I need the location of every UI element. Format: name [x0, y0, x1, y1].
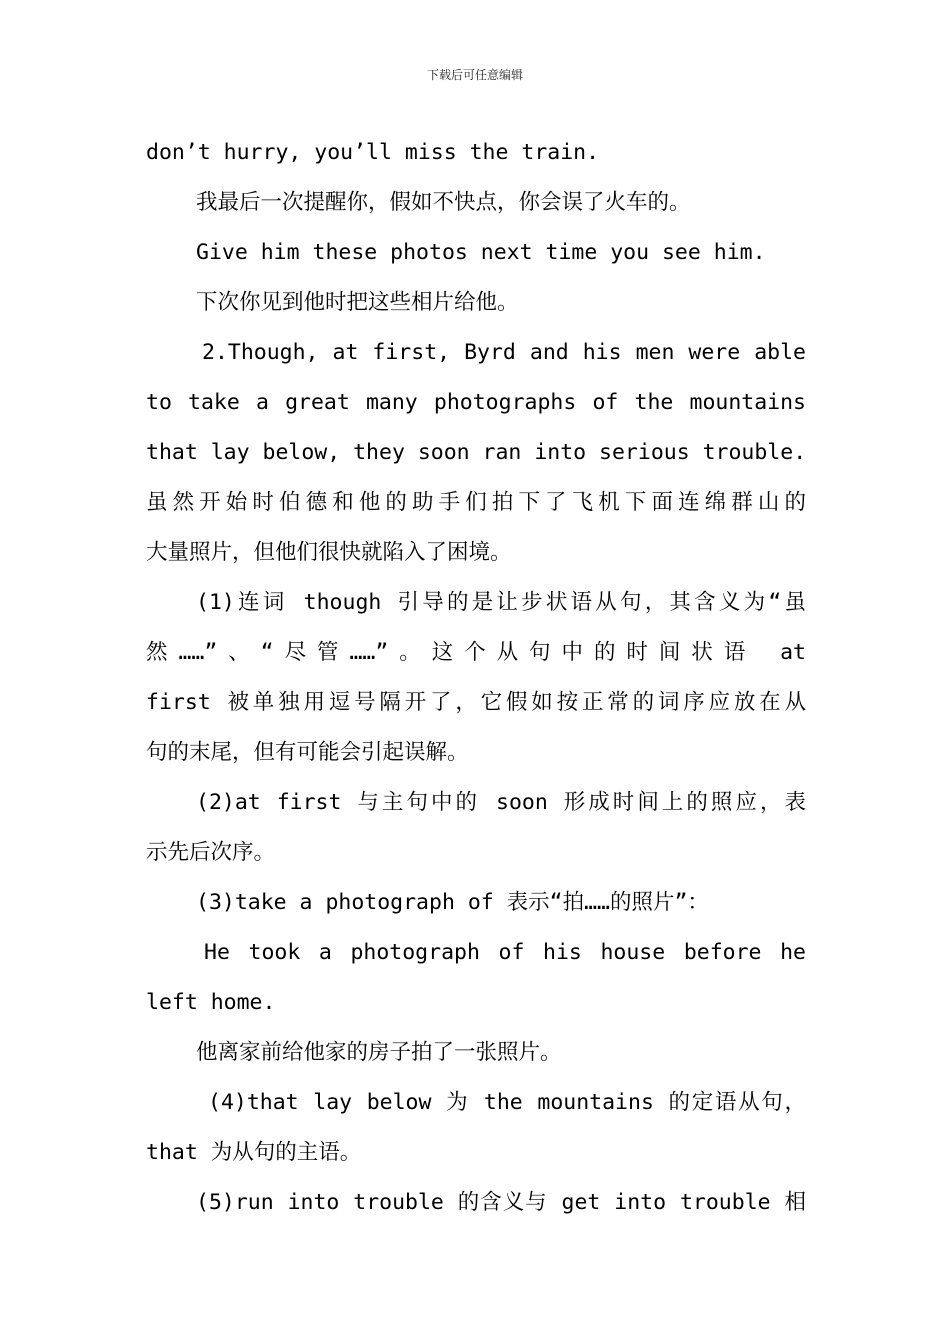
text-line: to take a great many photographs of the mountains — [146, 390, 806, 415]
text-line: 大量照片，但他们很快就陷入了困境。 — [146, 540, 512, 565]
text-line: that 为从句的主语。 — [146, 1140, 362, 1165]
text-line: don’t hurry, you’ll miss the train. — [146, 140, 600, 165]
text-line: 2.Though, at first, Byrd and his men were able — [202, 340, 806, 365]
text-line: Give him these photos next time you see him. — [196, 240, 766, 265]
document-body — [146, 128, 806, 1228]
text-line: (1)连词 though 引导的是让步状语从句，其含义为“虽 — [196, 590, 806, 615]
page-header: 下载后可任意编辑 — [426, 68, 523, 82]
text-line: (5)run into trouble 的含义与 get into trouble 相 — [196, 1190, 806, 1215]
text-line: (2)at first 与主句中的 soon 形成时间上的照应，表 — [196, 790, 806, 815]
text-line: 句的末尾，但有可能会引起误解。 — [146, 740, 469, 765]
text-line: 下次你见到他时把这些相片给他。 — [196, 290, 519, 315]
text-line: 然……”、“尽管……”。这个从句中的时间状语 at — [146, 640, 806, 665]
text-line: 虽然开始时伯德和他的助手们拍下了飞机下面连绵群山的 — [146, 490, 806, 515]
text-line: (3)take a photograph of 表示“拍……的照片”： — [196, 890, 709, 915]
text-line: (4)that lay below 为 the mountains 的定语从句， — [208, 1090, 806, 1115]
text-line: first 被单独用逗号隔开了，它假如按正常的词序应放在从 — [146, 690, 806, 715]
text-line: 我最后一次提醒你，假如不快点，你会误了火车的。 — [196, 190, 691, 215]
text-line: that lay below, they soon ran into serious trouble. — [146, 440, 806, 465]
text-line: 示先后次序。 — [146, 840, 276, 865]
text-line: 他离家前给他家的房子拍了一张照片。 — [196, 1040, 562, 1065]
text-line: He took a photograph of his house before he — [204, 940, 806, 965]
text-line: left home. — [146, 990, 276, 1015]
